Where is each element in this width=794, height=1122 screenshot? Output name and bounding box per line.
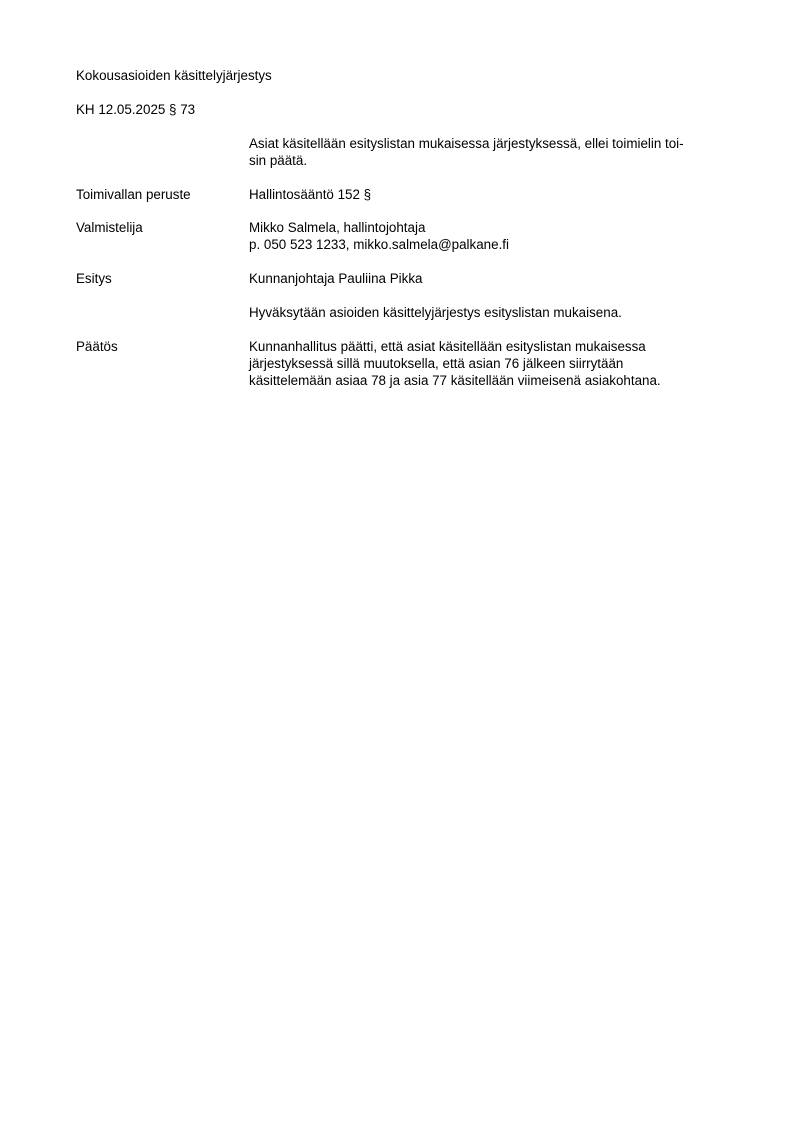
meeting-reference: KH 12.05.2025 § 73 (76, 102, 196, 117)
decision-line: käsittelemään asiaa 78 ja asia 77 käsitellään viimeisenä asiakohtana. (249, 373, 661, 388)
decision-line: Kunnanhallitus päätti, että asiat käsitellään esityslistan mukaisessa (249, 339, 646, 354)
proposal-presenter (249, 270, 729, 287)
decision-label: Päätös (76, 339, 118, 354)
intro-line: sin päätä. (249, 153, 308, 168)
proposal-text: Hyväksytään asioiden käsittelyjärjestys esityslistan mukaisena. (249, 305, 622, 320)
intro-line: Asiat käsitellään esityslistan mukaisessa järjestyksessä, ellei toimielin toi- (249, 136, 684, 151)
proposal-body (249, 304, 729, 321)
authority-value (249, 186, 729, 203)
proposal-presenter-text: Kunnanjohtaja Pauliina Pikka (249, 271, 423, 286)
preparer-name: Mikko Salmela, hallintojohtaja (249, 220, 426, 235)
document-title: Kokousasioiden käsittelyjärjestys (76, 68, 272, 83)
preparer-label: Valmistelija (76, 220, 143, 235)
intro-text (249, 135, 729, 169)
preparer-contact: p. 050 523 1233, mikko.salmela@palkane.fi (249, 237, 509, 252)
authority-label: Toimivallan peruste (76, 187, 191, 202)
proposal-label: Esitys (76, 271, 112, 286)
preparer-details (249, 219, 729, 253)
authority-text: Hallintosääntö 152 § (249, 187, 372, 202)
decision-line: järjestyksessä sillä muutoksella, että asian 76 jälkeen siirrytään (249, 356, 624, 371)
decision-body (249, 338, 729, 389)
